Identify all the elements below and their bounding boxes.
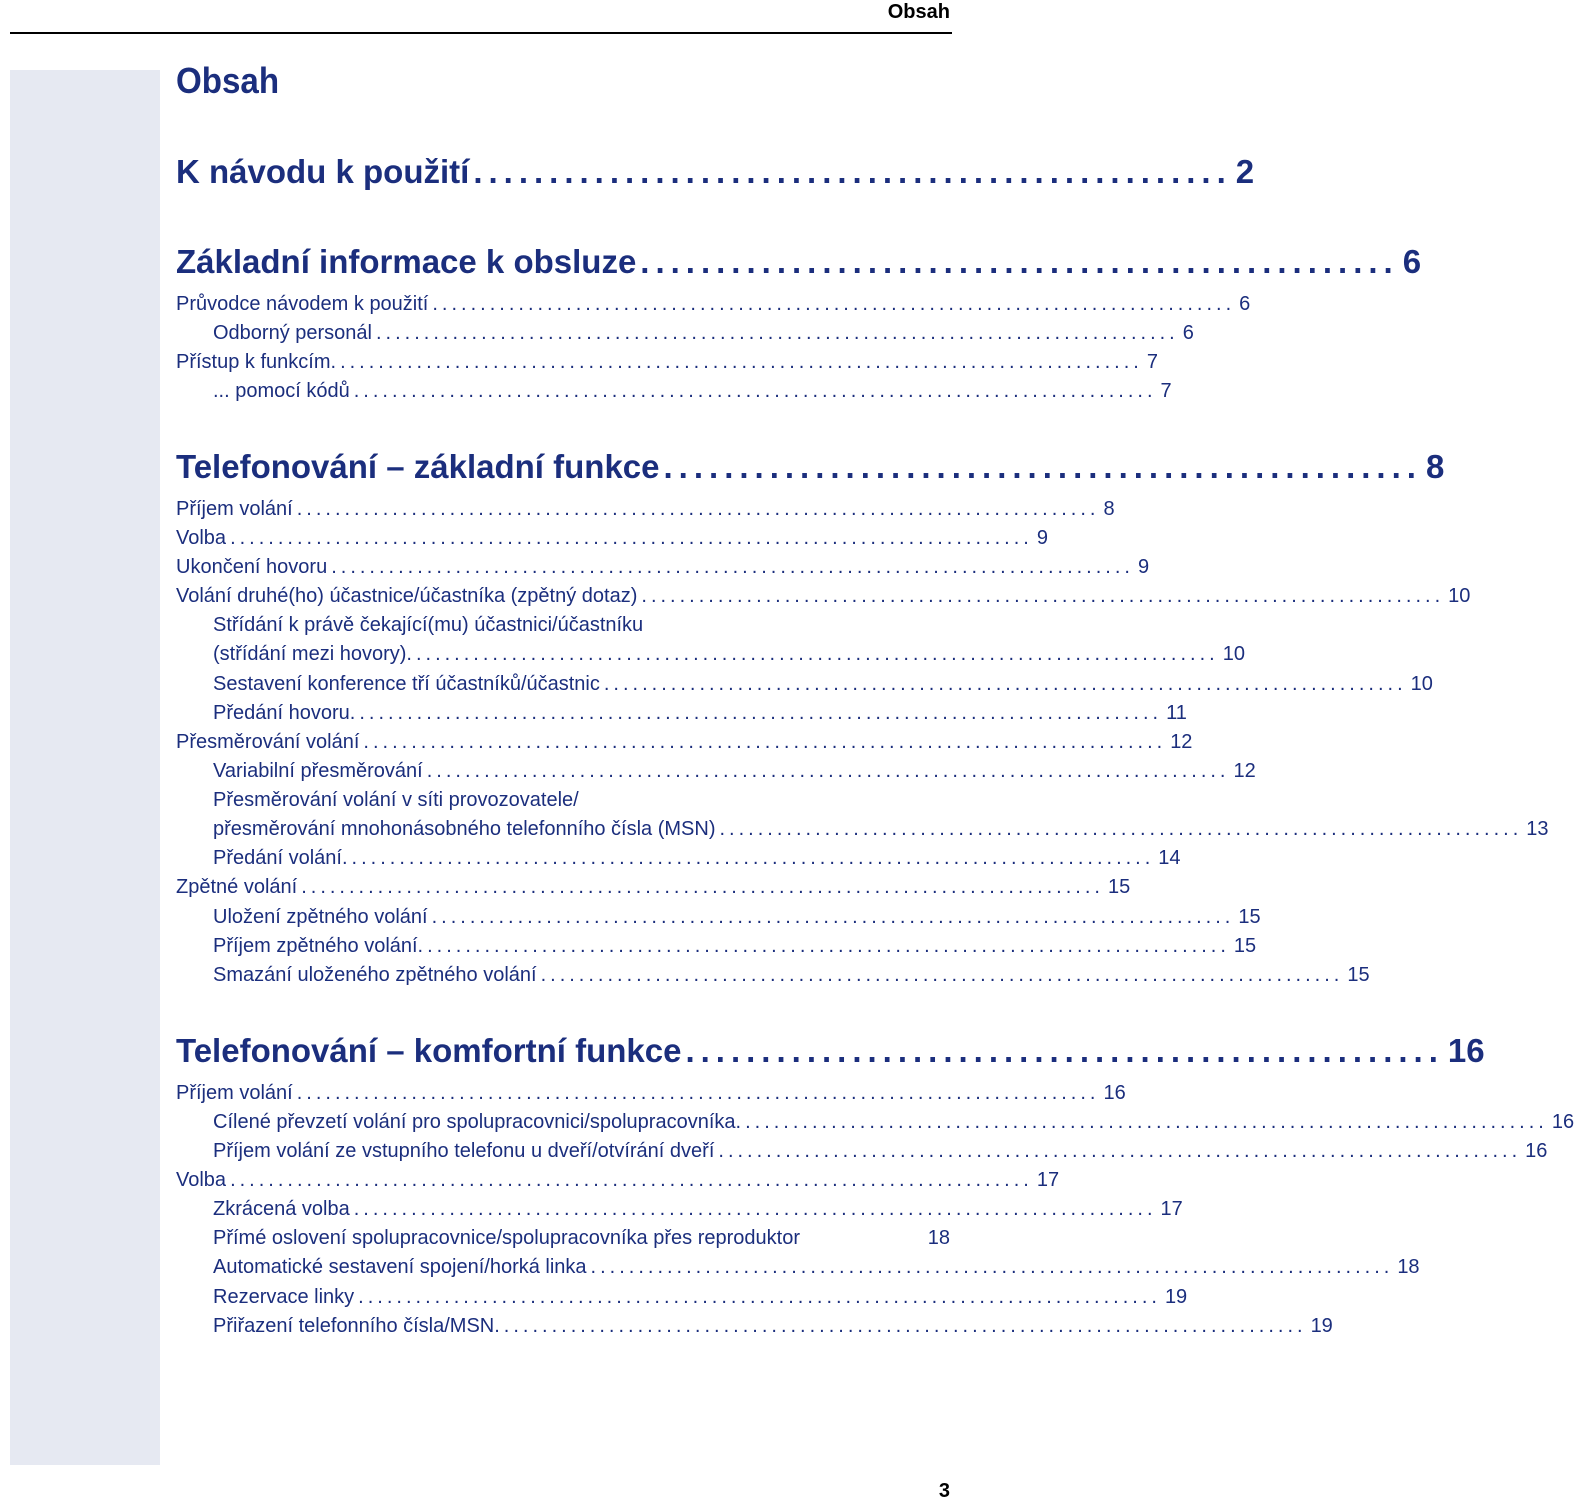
toc-entry[interactable] (176, 527, 1048, 550)
toc-label: Odborný personál (213, 322, 372, 344)
toc-page: 10 (1222, 643, 1245, 665)
toc-page: 16 (1103, 1082, 1126, 1104)
toc-entry[interactable] (176, 293, 1251, 316)
toc-page: 10 (1448, 585, 1471, 607)
toc-leader: .................................................................................... (363, 731, 1167, 753)
toc-entry[interactable] (213, 935, 1257, 958)
toc-leader: .................................................................................... (358, 1286, 1161, 1308)
toc-leader: .................................................................................... (590, 1256, 1394, 1278)
toc-leader: .................................................................................... (426, 760, 1230, 782)
running-header: Obsah (887, 1, 950, 23)
toc-label: (střídání mezi hovory). (213, 643, 412, 665)
toc-label: Sestavení konference tří účastníků/účastnic (213, 673, 600, 695)
toc-page: 9 (1036, 527, 1048, 549)
toc-entry[interactable] (213, 964, 1370, 987)
toc-entry[interactable] (176, 351, 1158, 374)
toc-leader: .................................................................................... (641, 585, 1445, 607)
toc-leader: .................................................................................... (719, 818, 1523, 840)
toc-leader: .................................................................................... (353, 380, 1157, 402)
toc-label: Přístup k funkcím. (176, 351, 337, 373)
toc-label: Telefonování – komfortní funkce (176, 1032, 682, 1069)
toc-page: 8 (1103, 498, 1115, 520)
toc-label: Předání volání. (213, 847, 348, 869)
toc-leader: .................................................................................... (296, 1082, 1100, 1104)
toc-leader: .................................................................................... (296, 498, 1100, 520)
toc-chapter[interactable] (176, 153, 1255, 191)
toc-label: Telefonování – základní funkce (176, 448, 660, 485)
toc-page: 19 (1310, 1315, 1333, 1337)
toc-label: Průvodce návodem k použití (176, 293, 429, 315)
toc-label: Cílené převzetí volání pro spolupracovnici/spolupracovníka. (213, 1111, 742, 1133)
header-rule (10, 32, 952, 34)
toc-entry[interactable] (213, 1315, 1333, 1338)
toc-leader: .................................................. (685, 1032, 1444, 1069)
toc-label: Předání hovoru. (213, 702, 356, 724)
toc-label: Automatické sestavení spojení/horká linka (213, 1256, 587, 1278)
toc-page: 14 (1158, 847, 1181, 869)
toc-label: Zkrácená volba (213, 1198, 350, 1220)
toc-leader: .................................................................................... (503, 1315, 1307, 1337)
toc-page: 2 (1235, 153, 1255, 190)
toc-leader: .................................................................................... (331, 556, 1134, 578)
toc-page: 15 (1238, 906, 1261, 928)
toc-label: Přesměrování volání (176, 731, 360, 753)
toc-page: 6 (1239, 293, 1251, 315)
toc-label: Smazání uloženého zpětného volání (213, 964, 537, 986)
toc-label: Uložení zpětného volání (213, 906, 428, 928)
toc-leader: .................................................................................... (718, 1140, 1522, 1162)
toc-chapter[interactable] (176, 1032, 1485, 1070)
toc-leader: .................................................................................... (431, 906, 1235, 928)
toc-entry[interactable] (176, 731, 1193, 754)
toc-leader: .................................................................................... (353, 1198, 1157, 1220)
toc-entry[interactable] (213, 818, 1549, 841)
sidebar-margin (10, 70, 160, 1465)
toc-page: 7 (1160, 380, 1172, 402)
toc-page: 13 (1526, 818, 1549, 840)
toc-page: 15 (1107, 876, 1131, 898)
toc-label: Přímé oslovení spolupracovnice/spolupracovníka přes reproduktor (213, 1227, 800, 1249)
toc-label: Variabilní přesměrování (213, 760, 423, 782)
toc-label: Rezervace linky (213, 1286, 355, 1308)
toc-page: 6 (1182, 322, 1194, 344)
toc-label: Zpětné volání (176, 876, 298, 898)
toc-leader: .................................................................................... (603, 673, 1407, 695)
toc-entry[interactable] (213, 1286, 1188, 1309)
toc-entry[interactable] (176, 1169, 1060, 1192)
toc-label: Příjem zpětného volání. (213, 935, 424, 957)
toc-leader: .................................................................................... (359, 702, 1163, 724)
page-number: 3 (938, 1480, 950, 1502)
toc-label-line: Střídání k právě čekající(mu) účastnici/účastníku (213, 614, 644, 636)
toc-entry[interactable] (213, 673, 1433, 696)
toc-label: Volba (176, 1169, 227, 1191)
toc-leader: .................................................................................... (375, 322, 1179, 344)
toc-page: 18 (1397, 1256, 1420, 1278)
toc-label: Přiřazení telefonního čísla/MSN. (213, 1315, 500, 1337)
toc-label: Základní informace k obsluze (176, 243, 637, 280)
toc-entry[interactable] (176, 876, 1131, 899)
page-title: Obsah (176, 60, 280, 101)
toc-entry[interactable] (213, 643, 1245, 666)
toc-page: 16 (1525, 1140, 1548, 1162)
toc-page: 12 (1233, 760, 1256, 782)
toc-entry[interactable] (213, 1198, 1183, 1221)
toc-page: 12 (1170, 731, 1193, 753)
toc-entry[interactable] (213, 906, 1261, 929)
toc-page: 19 (1164, 1286, 1188, 1308)
toc-leader: .................................................. (663, 448, 1422, 485)
toc-page: 17 (1036, 1169, 1060, 1191)
toc-page: 11 (1166, 702, 1187, 724)
toc-page: 15 (1347, 964, 1370, 986)
toc-label: K návodu k použití (176, 153, 470, 190)
toc-chapter[interactable] (176, 448, 1445, 486)
toc-entry[interactable] (213, 1140, 1548, 1163)
toc-entry[interactable] (213, 1256, 1420, 1279)
toc-label: Volání druhé(ho) účastnice/účastníka (zpětný dotaz) (176, 585, 638, 607)
toc-leader: .................................................................................... (230, 527, 1033, 549)
toc-entry[interactable] (213, 1111, 1574, 1134)
toc-entry[interactable] (213, 702, 1187, 725)
toc-label-line: Přesměrování volání v síti provozovatele/ (213, 789, 579, 811)
toc-label: přesměrování mnohonásobného telefonního čísla (MSN) (213, 818, 716, 840)
toc-page: 8 (1425, 448, 1445, 485)
toc-leader: .................................................. (640, 243, 1399, 280)
toc-leader: .................................................................................... (340, 351, 1143, 373)
toc-leader: .................................................................................... (432, 293, 1236, 315)
toc-page: 16 (1551, 1111, 1574, 1133)
toc-leader: .................................................................................... (540, 964, 1344, 986)
toc-entry[interactable] (176, 498, 1115, 521)
toc-leader: .................................................................................... (427, 935, 1230, 957)
toc-page: 17 (1160, 1198, 1183, 1220)
toc-page: 16 (1447, 1032, 1485, 1069)
toc-page: 10 (1410, 673, 1433, 695)
toc-label: ... pomocí kódů (213, 380, 350, 402)
toc-entry[interactable] (176, 1082, 1126, 1105)
toc-chapter[interactable] (176, 243, 1422, 281)
toc-leader: .................................................................................... (230, 1169, 1033, 1191)
toc-label: Příjem volání ze vstupního telefonu u dveří/otvírání dveří (213, 1140, 715, 1162)
toc-label: Příjem volání (176, 1082, 293, 1104)
toc-page: 15 (1233, 935, 1257, 957)
toc-leader: .................................................................................... (301, 876, 1104, 898)
toc-entry[interactable] (213, 760, 1256, 783)
toc-entry[interactable] (213, 380, 1172, 403)
toc-page: 7 (1146, 351, 1158, 373)
toc-entry[interactable] (213, 847, 1181, 870)
toc-page: 6 (1402, 243, 1422, 280)
toc-leader: .................................................................................... (745, 1111, 1548, 1133)
toc-label: Volba (176, 527, 227, 549)
toc-entry[interactable] (213, 1227, 950, 1250)
toc-label: Ukončení hovoru (176, 556, 328, 578)
toc-page: 18 (927, 1227, 950, 1249)
toc-leader: .................................................................................... (351, 847, 1155, 869)
toc-entry[interactable] (176, 585, 1471, 608)
toc-entry[interactable] (176, 556, 1150, 579)
toc-page: 9 (1137, 556, 1150, 578)
toc-leader: .................................................. (473, 153, 1232, 190)
toc-label: Příjem volání (176, 498, 293, 520)
toc-entry[interactable] (213, 322, 1194, 345)
toc-leader: .................................................................................... (415, 643, 1219, 665)
